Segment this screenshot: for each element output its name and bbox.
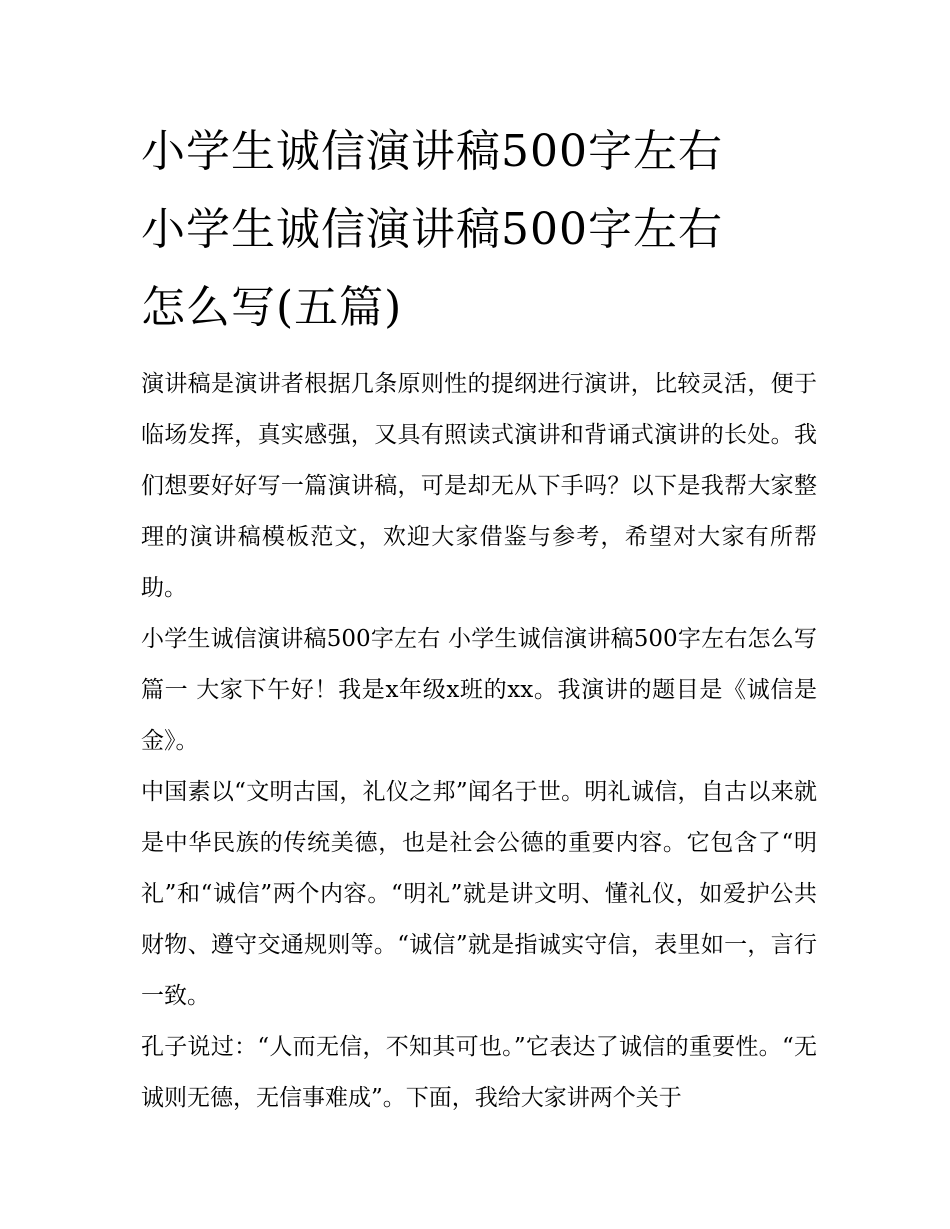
paragraph-speech-opening: 小学生诚信演讲稿500字左右 小学生诚信演讲稿500字左右怎么写篇一 大家下午好！我是x年级x班的xx。我演讲的题目是《诚信是金》。 [141,626,817,754]
title-line-2: 小学生诚信演讲稿500字左右 [141,204,723,255]
document-content [141,113,817,1124]
title-line-3: 怎么写(五篇) [141,282,403,333]
paragraph-civility-integrity: 中国素以“文明古国，礼仪之邦”闻名于世。明礼诚信，自古以来就是中华民族的传统美德，也是社会公德的重要内容。它包含了“明礼”和“诚信”两个内容。“明礼”就是讲文明、懂礼仪，如爱护公共财物、遵守交通规则等。“诚信”就是指诚实守信，表里如一，言行一致。 [141,779,817,1009]
paragraph-intro: 演讲稿是演讲者根据几条原则性的提纲进行演讲，比较灵活，便于临场发挥，真实感强，又具有照读式演讲和背诵式演讲的长处。我们想要好好写一篇演讲稿，可是却无从下手吗？以下是我帮大家整理的演讲稿模板范文，欢迎大家借鉴与参考，希望对大家有所帮助。 [141,371,817,601]
paragraph-confucius-quote: 孔子说过：“人而无信，不知其可也。”它表达了诚信的重要性。“无诚则无德，无信事难成”。下面，我给大家讲两个关于 [141,1034,817,1111]
document-title [141,113,817,347]
document-body [141,359,817,1124]
title-line-1: 小学生诚信演讲稿500字左右 [141,126,723,177]
